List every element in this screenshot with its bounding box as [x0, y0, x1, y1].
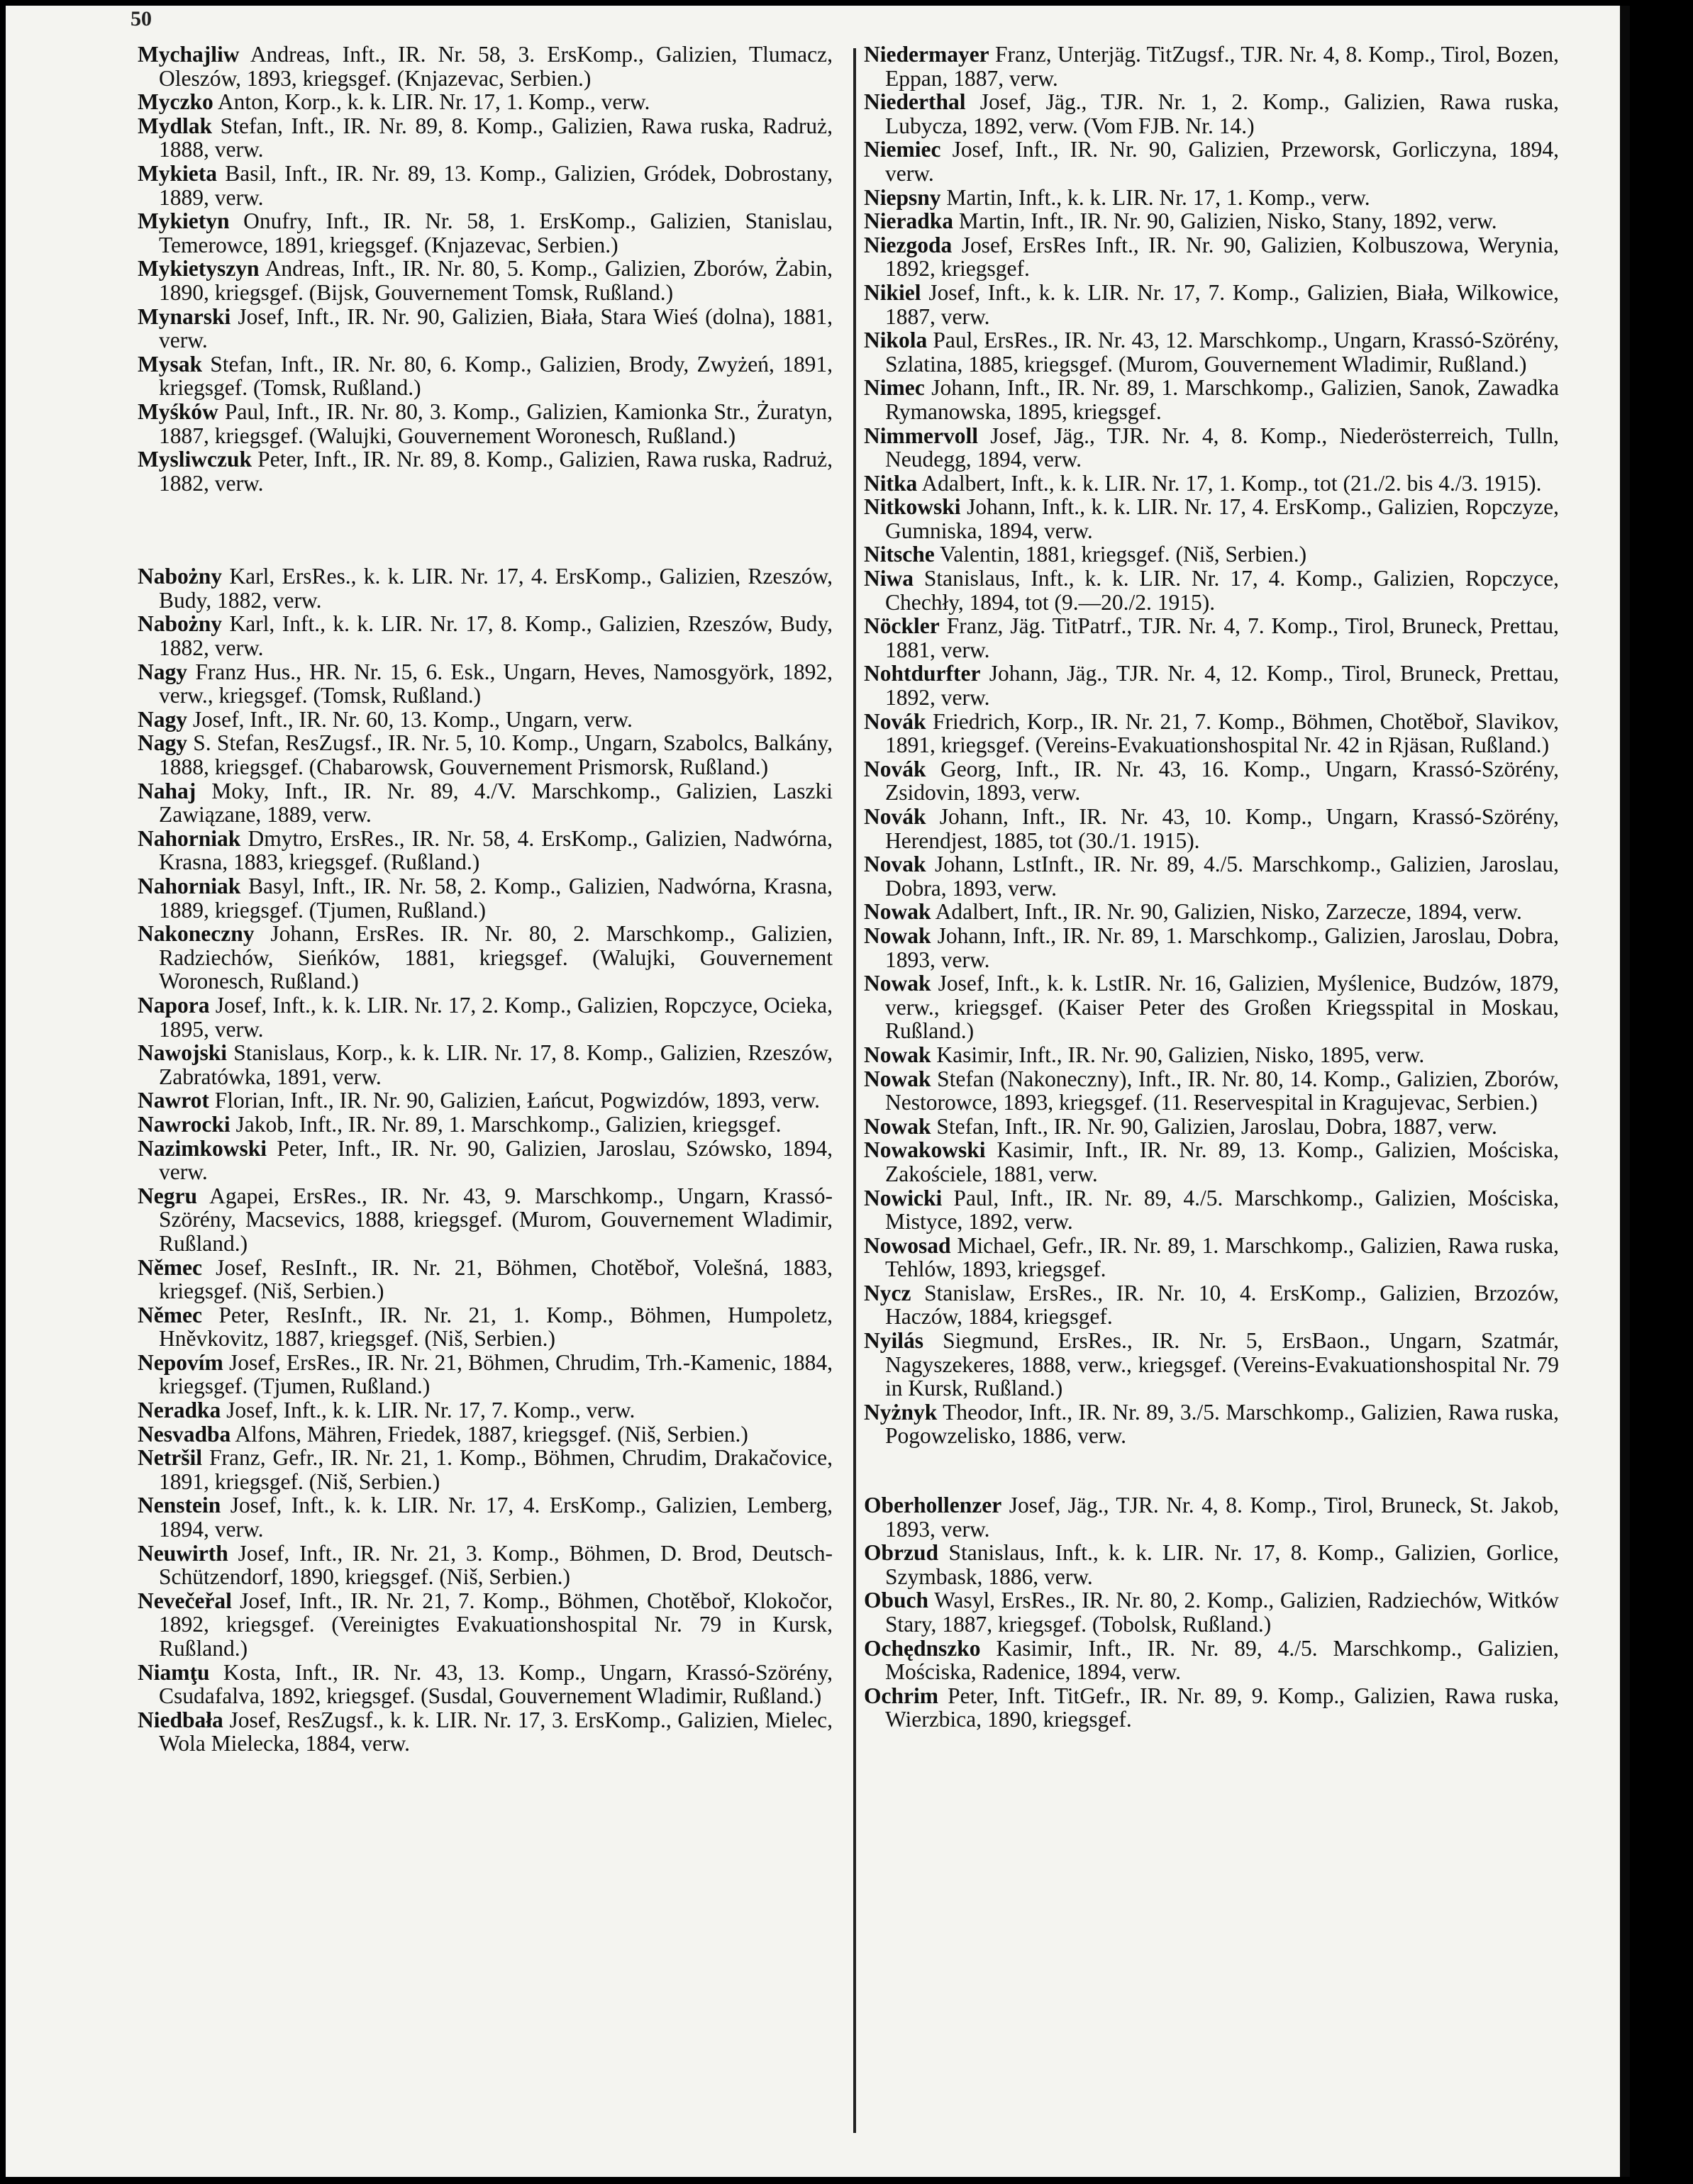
entry-surname: Novák: [864, 804, 926, 829]
entry-details: Johann, Jäg., TJR. Nr. 4, 12. Komp., Tirol, Bruneck, Prettau, 1892, verw.: [885, 661, 1559, 711]
register-entry: [864, 1541, 1559, 1588]
entry-surname: Nowak: [864, 1066, 931, 1091]
entry-details: Peter, Inft., IR. Nr. 90, Galizien, Jaroslau, Szówsko, 1894, verw.: [159, 1135, 833, 1185]
entry-details: Josef, ErsRes., IR. Nr. 21, Böhmen, Chrudim, Trh.-Kamenic, 1884, kriegsgef. (Tjumen, Rußland.): [159, 1349, 833, 1399]
section-o-entries: [864, 1493, 1559, 1732]
section-gap: [138, 495, 833, 564]
register-entry: [864, 1281, 1559, 1329]
register-entry: [138, 257, 833, 304]
register-entry: [864, 662, 1559, 709]
left-column: [138, 43, 833, 1756]
register-entry: [864, 757, 1559, 805]
register-entry: [138, 1398, 833, 1422]
right-column: [864, 43, 1559, 1732]
entry-details: Dmytro, ErsRes., IR. Nr. 58, 4. ErsKomp., Galizien, Nadwórna, Krasna, 1883, kriegsgef. (Rußland.): [159, 825, 833, 875]
entry-surname: Nawojski: [138, 1040, 228, 1066]
entry-surname: Nowak: [864, 971, 931, 996]
entry-surname: Novák: [864, 708, 926, 734]
entry-details: Josef, Inft., IR. Nr. 90, Galizien, Biała, Stara Wieś (dolna), 1881, verw.: [159, 303, 833, 353]
register-entry: [864, 852, 1559, 900]
register-entry: [864, 281, 1559, 328]
register-entry: [864, 710, 1559, 757]
entry-surname: Mykietyszyn: [138, 256, 260, 282]
register-entry: [864, 376, 1559, 423]
entry-surname: Novák: [864, 756, 926, 781]
register-entry: [864, 1234, 1559, 1281]
entry-surname: Němec: [138, 1302, 202, 1327]
entry-surname: Novak: [864, 852, 926, 877]
entry-details: Stefan (Nakoneczny), Inft., IR. Nr. 80, 14. Komp., Galizien, Zborów, Nestorowce, 1893, kriegsgef. (11. Reservespital in Kragujevac, Serbien.): [885, 1066, 1559, 1115]
entry-details: Franz, Gefr., IR. Nr. 21, 1. Komp., Böhmen, Chrudim, Drakačovice, 1891, kriegsgef. (Niš, Serbien.): [159, 1445, 833, 1494]
entry-surname: Mykietyn: [138, 208, 230, 234]
register-entry: [864, 424, 1559, 472]
entry-details: Florian, Inft., IR. Nr. 90, Galizien, Łańcut, Pogwizdów, 1893, verw.: [214, 1088, 821, 1113]
entry-surname: Nesvadba: [138, 1421, 231, 1447]
register-entry: [864, 209, 1559, 233]
section-m-entries: [138, 43, 833, 495]
register-entry: [864, 971, 1559, 1043]
entry-details: Paul, ErsRes., IR. Nr. 43, 12. Marschkomp., Ungarn, Krassó-Szörény, Szlatina, 1885, kriegsgef. (Murom, Gouvernement Wladimir, Rußland.): [885, 328, 1560, 377]
entry-surname: Nenstein: [138, 1493, 221, 1518]
entry-surname: Nycz: [864, 1280, 911, 1305]
entry-details: Stefan, Inft., IR. Nr. 90, Galizien, Jaroslau, Dobra, 1887, verw.: [936, 1113, 1497, 1139]
entry-details: Josef, Inft., IR. Nr. 90, Galizien, Przeworsk, Gorliczyna, 1894, verw.: [885, 137, 1559, 186]
entry-details: Josef, Inft., IR. Nr. 21, 3. Komp., Böhmen, D. Brod, Deutsch-Schützendorf, 1890, kriegsgef. (Niš, Serbien.): [159, 1540, 833, 1590]
entry-details: Johann, Inft., IR. Nr. 89, 1. Marschkomp., Galizien, Jaroslau, Dobra, 1893, verw.: [885, 923, 1559, 972]
entry-details: Karl, Inft., k. k. LIR. Nr. 17, 8. Komp., Galizien, Rzeszów, Budy, 1882, verw.: [159, 611, 833, 661]
entry-surname: Nitsche: [864, 542, 935, 567]
entry-surname: Nieradka: [864, 208, 953, 234]
entry-surname: Nowak: [864, 1113, 931, 1139]
register-entry: [138, 305, 833, 352]
entry-surname: Neuwirth: [138, 1540, 228, 1566]
register-entry: [138, 1113, 833, 1137]
register-page: [6, 6, 1630, 2177]
register-entry: [864, 1329, 1559, 1400]
register-entry: [864, 1138, 1559, 1186]
entry-details: Michael, Gefr., IR. Nr. 89, 1. Marschkomp., Galizien, Rawa ruska, Tehlów, 1893, kriegsgef.: [885, 1232, 1560, 1282]
entry-surname: Nahorniak: [138, 825, 241, 851]
register-entry: [138, 90, 833, 114]
register-entry: [864, 495, 1559, 542]
register-entry: [864, 1637, 1559, 1684]
entry-surname: Nikola: [864, 328, 928, 353]
entry-surname: Nowak: [864, 923, 931, 948]
entry-surname: Nohtdurfter: [864, 661, 981, 686]
entry-surname: Obuch: [864, 1588, 929, 1613]
entry-surname: Nyżnyk: [864, 1399, 938, 1425]
entry-details: Stefan, Inft., IR. Nr. 80, 6. Komp., Galizien, Brody, Zwyżeń, 1891, kriegsgef. (Tomsk, Rußland.): [159, 351, 833, 401]
entry-details: Josef, Inft., k. k. LstIR. Nr. 16, Galizien, Myślenice, Budzów, 1879, verw., kriegsgef. (Kaiser Peter des Großen Kriegsspital in Moskau, Rußland.): [885, 971, 1560, 1044]
register-entry: [138, 1708, 833, 1756]
entry-surname: Nahorniak: [138, 874, 241, 898]
entry-surname: Niamţu: [138, 1659, 210, 1685]
entry-details: Onufry, Inft., IR. Nr. 58, 1. ErsKomp., Galizien, Stanislau, Temerowce, 1891, kriegsgef. (Knjazevac, Serbien.): [159, 208, 833, 257]
entry-details: Stanislaus, Inft., k. k. LIR. Nr. 17, 4. Komp., Galizien, Ropczyce, Chechły, 1894, tot (9.—20./2. 1915).: [885, 566, 1560, 615]
register-entry: [138, 1661, 833, 1708]
entry-details: Johann, Inft., IR. Nr. 43, 10. Komp., Ungarn, Krassó-Szörény, Herendjest, 1885, tot (30./1. 1915).: [885, 804, 1560, 853]
entry-details: Josef, Inft., k. k. LIR. Nr. 17, 2. Komp., Galizien, Ropczyce, Ocieka, 1895, verw.: [159, 992, 833, 1042]
entry-surname: Mychajliw: [138, 42, 240, 67]
entry-details: Peter, Inft. TitGefr., IR. Nr. 89, 9. Komp., Galizien, Rawa ruska, Wierzbica, 1890, kriegsgef.: [885, 1683, 1559, 1732]
entry-details: Stanislaw, ErsRes., IR. Nr. 10, 4. ErsKomp., Galizien, Brzozów, Haczów, 1884, kriegsgef.: [885, 1280, 1559, 1330]
entry-details: Peter, ResInft., IR. Nr. 21, 1. Komp., Böhmen, Humpoletz, Hněvkovitz, 1887, kriegsgef. (Niš, Serbien.): [159, 1302, 833, 1352]
register-entry: [138, 1422, 833, 1447]
register-entry: [138, 209, 833, 257]
entry-surname: Myśków: [138, 399, 218, 424]
entry-surname: Niemiec: [864, 137, 941, 162]
entry-surname: Nitkowski: [864, 494, 961, 520]
entry-surname: Nowak: [864, 1042, 931, 1067]
entry-surname: Nitka: [864, 470, 918, 496]
register-entry: [138, 1493, 833, 1541]
entry-surname: Nevečeřal: [138, 1588, 232, 1613]
register-entry: [138, 114, 833, 162]
register-entry: [138, 1256, 833, 1303]
register-entry: [864, 1067, 1559, 1115]
entry-details: Josef, Jäg., TJR. Nr. 4, 8. Komp., Tirol, Bruneck, St. Jakob, 1893, verw.: [885, 1493, 1560, 1542]
entry-details: Adalbert, Inft., IR. Nr. 90, Galizien, Nisko, Zarzecze, 1894, verw.: [935, 899, 1522, 925]
entry-details: Andreas, Inft., IR. Nr. 80, 5. Komp., Galizien, Zborów, Żabin, 1890, kriegsgef. (Bijsk, Gouvernement Tomsk, Rußland.): [159, 256, 833, 305]
entry-details: Jakob, Inft., IR. Nr. 89, 1. Marschkomp., Galizien, kriegsgef.: [235, 1111, 782, 1137]
entry-surname: Nimec: [864, 375, 925, 401]
register-entry: [138, 43, 833, 90]
entry-details: Paul, Inft., IR. Nr. 80, 3. Komp., Galizien, Kamionka Str., Żuratyn, 1887, kriegsgef. (Walujki, Gouvernement Woronesch, Rußland.): [159, 399, 833, 448]
entry-details: Johann, ErsRes. IR. Nr. 80, 2. Marschkomp., Galizien, Radziechów, Sieńków, 1881, kriegsgef. (Walujki, Gouvernement Woronesch, Rußland.): [159, 921, 833, 994]
entry-details: Anton, Korp., k. k. LIR. Nr. 17, 1. Komp., verw.: [217, 89, 650, 115]
entry-details: Kasimir, Inft., IR. Nr. 90, Galizien, Nisko, 1895, verw.: [936, 1042, 1425, 1067]
register-entry: [138, 993, 833, 1041]
register-entry: [138, 400, 833, 447]
register-entry: [864, 1493, 1559, 1541]
entry-details: Peter, Inft., IR. Nr. 89, 8. Komp., Galizien, Rawa ruska, Radruż, 1882, verw.: [159, 447, 833, 496]
register-entry: [864, 614, 1559, 662]
entry-surname: Obrzud: [864, 1540, 939, 1566]
entry-details: Kasimir, Inft., IR. Nr. 89, 13. Komp., Galizien, Mościska, Zakościele, 1881, verw.: [885, 1137, 1560, 1186]
entry-details: Kosta, Inft., IR. Nr. 43, 13. Komp., Ungarn, Krassó-Szörény, Csudafalva, 1892, kriegsgef. (Susdal, Gouvernement Wladimir, Rußland.): [159, 1659, 833, 1709]
entry-surname: Napora: [138, 992, 210, 1018]
entry-details: Kasimir, Inft., IR. Nr. 89, 4./5. Marschkomp., Galizien, Mościska, Radenice, 1894, verw.: [885, 1635, 1560, 1685]
entry-details: Johann, Inft., k. k. LIR. Nr. 17, 4. ErsKomp., Galizien, Ropczyze, Gumniska, 1894, verw.: [885, 494, 1560, 543]
entry-details: Josef, Inft., k. k. LIR. Nr. 17, 7. Komp., Galizien, Biała, Wilkowice, 1887, verw.: [885, 279, 1559, 329]
entry-surname: Nowosad: [864, 1232, 951, 1258]
entry-surname: Nöckler: [864, 613, 940, 639]
entry-surname: Nawrot: [138, 1088, 209, 1113]
register-entry: [864, 1186, 1559, 1234]
entry-surname: Nahaj: [138, 778, 196, 803]
register-entry: [138, 660, 833, 708]
page-number: 50: [131, 7, 152, 30]
entry-details: Valentin, 1881, kriegsgef. (Niš, Serbien.): [940, 542, 1307, 567]
entry-surname: Niedermayer: [864, 42, 989, 67]
entry-details: Moky, Inft., IR. Nr. 89, 4./V. Marschkomp., Galizien, Laszki Zawiązane, 1889, verw.: [159, 778, 833, 828]
entry-surname: Ochrim: [864, 1683, 938, 1708]
register-entry: [864, 328, 1559, 376]
register-entry: [138, 1184, 833, 1256]
entry-details: Theodor, Inft., IR. Nr. 89, 3./5. Marschkomp., Galizien, Rawa ruska, Pogowzelisko, 1886, verw.: [885, 1399, 1559, 1449]
entry-surname: Mynarski: [138, 303, 231, 329]
register-entry: [138, 447, 833, 495]
entry-surname: Nakoneczny: [138, 921, 255, 947]
entry-details: Josef, ResInft., IR. Nr. 21, Böhmen, Chotěboř, Volešná, 1883, kriegsgef. (Niš, Serbien.): [159, 1254, 833, 1304]
scan-edge: [1620, 6, 1630, 2177]
register-entry: [138, 1542, 833, 1589]
entry-details: Johann, Inft., IR. Nr. 89, 1. Marschkomp., Galizien, Sanok, Zawadka Rymanowska, 1895, kriegsgef.: [885, 375, 1559, 424]
entry-details: Josef, ResZugsf., k. k. LIR. Nr. 17, 3. ErsKomp., Galizien, Mielec, Wola Mielecka, 1884, verw.: [159, 1707, 833, 1756]
register-entry: [138, 1088, 833, 1113]
entry-details: Basyl, Inft., IR. Nr. 58, 2. Komp., Galizien, Nadwórna, Krasna, 1889, kriegsgef. (Tjumen, Rußland.): [159, 874, 833, 923]
entry-details: Alfons, Mähren, Friedek, 1887, kriegsgef. (Niš, Serbien.): [235, 1421, 748, 1447]
entry-details: Stefan, Inft., IR. Nr. 89, 8. Komp., Galizien, Rawa ruska, Radruż, 1888, verw.: [159, 113, 833, 162]
entry-details: Adalbert, Inft., k. k. LIR. Nr. 17, 1. Komp., tot (21./2. bis 4./3. 1915).: [921, 470, 1542, 496]
entry-details: Josef, Inft., IR. Nr. 21, 7. Komp., Böhmen, Chotěboř, Klokočor, 1892, kriegsgef. (Vereinigtes Evakuationshospital Nr. 79 in Kursk, Rußland.): [159, 1588, 833, 1661]
register-entry: [138, 708, 833, 732]
entry-surname: Negru: [138, 1183, 197, 1208]
entry-details: Franz, Jäg. TitPatrf., TJR. Nr. 4, 7. Komp., Tirol, Bruneck, Prettau, 1881, verw.: [885, 613, 1559, 662]
entry-surname: Nikiel: [864, 279, 921, 305]
entry-details: S. Stefan, ResZugsf., IR. Nr. 5, 10. Komp., Ungarn, Szabolcs, Balkány, 1888, kriegsgef. (Chabarowsk, Gouvernement Prismorsk, Rußland.): [159, 730, 833, 780]
entry-surname: Nawrocki: [138, 1111, 231, 1137]
entry-surname: Niedbała: [138, 1707, 223, 1732]
register-entry: [138, 352, 833, 400]
register-entry: [864, 1115, 1559, 1139]
entry-details: Georg, Inft., IR. Nr. 43, 16. Komp., Ungarn, Krassó-Szörény, Zsidovin, 1893, verw.: [885, 756, 1559, 806]
entry-details: Josef, Inft., k. k. LIR. Nr. 17, 7. Komp., verw.: [226, 1398, 635, 1423]
register-entry: [864, 924, 1559, 971]
entry-details: Stanislaus, Korp., k. k. LIR. Nr. 17, 8. Komp., Galizien, Rzeszów, Zabratówka, 1891, verw.: [159, 1040, 833, 1089]
entry-details: Friedrich, Korp., IR. Nr. 21, 7. Komp., Böhmen, Chotěboř, Slavikov, 1891, kriegsgef. (Vereins-Evakuationshospital Nr. 42 in Rjäsan, Rußland.): [885, 708, 1559, 758]
register-entry: [138, 779, 833, 827]
entry-details: Agapei, ErsRes., IR. Nr. 43, 9. Marschkomp., Ungarn, Krassó-Szörény, Macsevics, 1888, kriegsgef. (Murom, Gouvernement Wladimir, Rußland.): [159, 1183, 833, 1256]
section-n-entries-continued: [864, 43, 1559, 1448]
register-entry: [864, 186, 1559, 210]
register-entry: [138, 612, 833, 659]
entry-surname: Mysak: [138, 351, 203, 377]
section-n-entries: [138, 564, 833, 1756]
column-divider: [853, 48, 856, 2133]
register-entry: [138, 564, 833, 612]
entry-details: Karl, ErsRes., k. k. LIR. Nr. 17, 4. ErsKomp., Galizien, Rzeszów, Budy, 1882, verw.: [159, 564, 833, 613]
register-entry: [864, 542, 1559, 567]
entry-surname: Nowak: [864, 899, 931, 925]
entry-surname: Myczko: [138, 89, 213, 115]
entry-surname: Nyilás: [864, 1328, 924, 1354]
entry-surname: Oberhollenzer: [864, 1493, 1002, 1518]
entry-details: Franz Hus., HR. Nr. 15, 6. Esk., Ungarn, Heves, Namosgyörk, 1892, verw., kriegsgef. (Tomsk, Rußland.): [159, 659, 833, 708]
entry-details: Josef, Inft., IR. Nr. 60, 13. Komp., Ungarn, verw.: [192, 706, 633, 732]
entry-surname: Niwa: [864, 566, 914, 591]
register-entry: [138, 1589, 833, 1661]
register-entry: [138, 1041, 833, 1088]
register-entry: [864, 1588, 1559, 1636]
register-entry: [138, 1446, 833, 1493]
entry-details: Martin, Inft., k. k. LIR. Nr. 17, 1. Komp., verw.: [946, 184, 1370, 210]
entry-details: Stanislaus, Inft., k. k. LIR. Nr. 17, 8. Komp., Galizien, Gorlice, Szymbask, 1886, verw.: [885, 1540, 1559, 1589]
entry-details: Wasyl, ErsRes., IR. Nr. 80, 2. Komp., Galizien, Radziechów, Witków Stary, 1887, kriegsgef. (Tobolsk, Rußland.): [885, 1588, 1559, 1637]
entry-details: Josef, Jäg., TJR. Nr. 4, 8. Komp., Niederösterreich, Tulln, Neudegg, 1894, verw.: [885, 423, 1560, 472]
register-entry: [864, 805, 1559, 852]
register-entry: [864, 43, 1559, 90]
entry-details: Andreas, Inft., IR. Nr. 58, 3. ErsKomp., Galizien, Tlumacz, Oleszów, 1893, kriegsgef. (Knjazevac, Serbien.): [159, 42, 833, 91]
entry-surname: Nepovím: [138, 1349, 223, 1375]
entry-details: Basil, Inft., IR. Nr. 89, 13. Komp., Galizien, Gródek, Dobrostany, 1889, verw.: [159, 160, 833, 210]
register-entry: [864, 90, 1559, 138]
entry-details: Paul, Inft., IR. Nr. 89, 4./5. Marschkomp., Galizien, Mościska, Mistyce, 1892, verw.: [885, 1185, 1559, 1235]
entry-surname: Mykieta: [138, 160, 217, 186]
entry-surname: Nagy: [138, 730, 187, 756]
register-entry: [138, 827, 833, 874]
register-entry: [138, 731, 833, 779]
entry-details: Siegmund, ErsRes., IR. Nr. 5, ErsBaon., Ungarn, Szatmár, Nagyszekeres, 1888, verw., kriegsgef. (Vereins-Evakuationshospital Nr. 79 in Kursk, Rußland.): [885, 1328, 1560, 1401]
entry-surname: Nowakowski: [864, 1137, 986, 1163]
register-entry: [864, 1043, 1559, 1067]
entry-surname: Mydlak: [138, 113, 213, 138]
register-entry: [138, 1137, 833, 1184]
section-gap: [864, 1448, 1559, 1493]
entry-details: Josef, Inft., k. k. LIR. Nr. 17, 4. ErsKomp., Galizien, Lemberg, 1894, verw.: [159, 1493, 833, 1542]
register-entry: [864, 1400, 1559, 1448]
register-entry: [864, 900, 1559, 924]
register-entry: [138, 922, 833, 993]
entry-surname: Niederthal: [864, 89, 966, 115]
entry-surname: Nabożny: [138, 564, 223, 589]
register-entry: [138, 162, 833, 209]
register-entry: [864, 233, 1559, 281]
register-entry: [138, 1351, 833, 1398]
entry-surname: Netršil: [138, 1445, 202, 1471]
entry-surname: Nazimkowski: [138, 1135, 267, 1161]
register-entry: [864, 1684, 1559, 1732]
register-entry: [138, 1303, 833, 1351]
entry-surname: Nimmervoll: [864, 423, 978, 448]
entry-surname: Niepsny: [864, 184, 941, 210]
entry-details: Josef, ErsRes Inft., IR. Nr. 90, Galizien, Kolbuszowa, Werynia, 1892, kriegsgef.: [885, 232, 1560, 282]
entry-surname: Nagy: [138, 706, 187, 732]
entry-details: Franz, Unterjäg. TitZugsf., TJR. Nr. 4, 8. Komp., Tirol, Bozen, Eppan, 1887, verw.: [885, 42, 1559, 91]
register-entry: [138, 874, 833, 922]
entry-surname: Mysliwczuk: [138, 447, 252, 472]
entry-surname: Němec: [138, 1254, 202, 1280]
register-entry: [864, 567, 1559, 614]
entry-details: Martin, Inft., IR. Nr. 90, Galizien, Nisko, Stany, 1892, verw.: [958, 208, 1497, 234]
entry-details: Josef, Jäg., TJR. Nr. 1, 2. Komp., Galizien, Rawa ruska, Lubycza, 1892, verw. (Vom FJB. Nr. 14.): [885, 89, 1559, 138]
entry-surname: Ochędnszko: [864, 1635, 981, 1661]
entry-details: Johann, LstInft., IR. Nr. 89, 4./5. Marschkomp., Galizien, Jaroslau, Dobra, 1893, verw.: [885, 852, 1560, 901]
entry-surname: Neradka: [138, 1398, 221, 1423]
entry-surname: Nabożny: [138, 611, 223, 637]
entry-surname: Nowicki: [864, 1185, 943, 1210]
register-entry: [864, 138, 1559, 185]
entry-surname: Niezgoda: [864, 232, 953, 257]
entry-surname: Nagy: [138, 659, 187, 684]
register-entry: [864, 472, 1559, 496]
